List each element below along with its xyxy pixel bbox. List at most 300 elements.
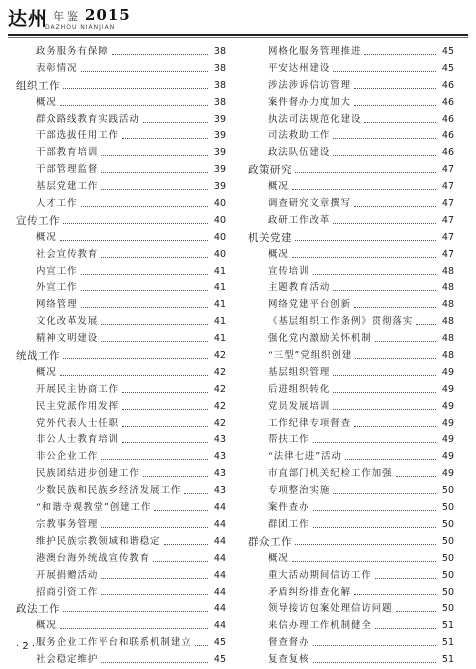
toc-entry[interactable] (248, 365, 454, 382)
toc-page-number: 44 (213, 620, 226, 632)
toc-page-number: 45 (213, 654, 226, 666)
toc-page-number: 43 (213, 485, 226, 497)
toc-entry[interactable] (248, 500, 454, 517)
toc-entry-title: 网络党建平台创新 (268, 299, 352, 311)
toc-page-number: 39 (213, 130, 226, 142)
toc-dot-leader (122, 392, 208, 393)
toc-entry[interactable] (16, 314, 226, 331)
toc-entry-title: 工作纪律专项督查 (268, 417, 352, 429)
toc-page-number: 46 (441, 113, 454, 125)
toc-dot-leader (333, 392, 436, 393)
toc-section-heading[interactable] (16, 78, 226, 95)
toc-dot-leader (60, 375, 208, 376)
toc-dot-leader (313, 527, 436, 528)
toc-entry-title: 人才工作 (36, 198, 78, 210)
toc-page-number: 39 (213, 181, 226, 193)
toc-page-number: 43 (213, 468, 226, 480)
toc-entry-title: 民主党派作用发挥 (36, 400, 120, 412)
toc-entry-title: 重大活动期间信访工作 (268, 569, 372, 581)
toc-entry-title: 政法工作 (16, 603, 60, 616)
toc-page-number: 49 (441, 434, 454, 446)
toc-entry-title: 党员发展培训 (268, 400, 331, 412)
toc-entry[interactable] (16, 365, 226, 382)
toc-entry[interactable] (16, 61, 226, 78)
toc-dot-leader (364, 122, 436, 123)
toc-page-number: 43 (213, 434, 226, 446)
toc-entry-title: 司法救助工作 (268, 130, 331, 142)
page-number: · 2 · (16, 641, 36, 652)
toc-section-heading[interactable] (16, 348, 226, 365)
toc-entry[interactable] (16, 280, 226, 297)
toc-entry[interactable] (248, 382, 454, 399)
toc-entry[interactable] (16, 382, 226, 399)
toc-entry-title: 主题教育活动 (268, 282, 331, 294)
toc-entry-title: 干部选拔任用工作 (36, 130, 120, 142)
toc-entry-title: 非公人士教育培训 (36, 434, 120, 446)
toc-entry-title: 组织工作 (16, 79, 60, 92)
toc-entry[interactable] (248, 517, 454, 534)
toc-page-number: 50 (441, 535, 454, 547)
toc-dot-leader (60, 628, 208, 629)
toc-page-number: 40 (213, 214, 226, 226)
toc-dot-leader (63, 611, 208, 612)
toc-entry-title: 概况 (36, 96, 57, 108)
toc-dot-leader (333, 290, 436, 291)
toc-dot-leader (354, 206, 436, 207)
toc-entry[interactable] (248, 247, 454, 264)
toc-entry[interactable] (16, 162, 226, 179)
toc-entry-title: 港澳台海外统战宣传教育 (36, 552, 151, 564)
toc-entry-title: 帮扶工作 (268, 434, 310, 446)
toc-entry[interactable] (248, 585, 454, 602)
toc-entry[interactable] (16, 44, 226, 61)
toc-entry-title: “法律七进”活动 (268, 451, 342, 463)
toc-entry-title: 内宣工作 (36, 265, 78, 277)
toc-entry[interactable] (248, 449, 454, 466)
toc-dot-leader (416, 324, 436, 325)
toc-page-number: 47 (441, 231, 454, 243)
toc-page-number: 50 (441, 485, 454, 497)
toc-page-number: 39 (213, 113, 226, 125)
toc-page-number: 46 (441, 96, 454, 108)
toc-entry-title: 维护民族宗教领域和谐稳定 (36, 535, 161, 547)
toc-page-number: 42 (213, 417, 226, 429)
page-header (8, 4, 468, 34)
toc-entry[interactable] (16, 551, 226, 568)
toc-dot-leader (333, 138, 436, 139)
toc-dot-leader (295, 544, 436, 545)
toc-page-number: 41 (213, 265, 226, 277)
toc-dot-leader (101, 527, 208, 528)
toc-entry[interactable] (248, 95, 454, 112)
toc-entry-title: 强化党内激励关怀机制 (268, 333, 372, 345)
toc-dot-leader (375, 341, 436, 342)
toc-dot-leader (292, 561, 436, 562)
toc-entry-title: 领导接访包案处理信访问题 (268, 603, 393, 615)
toc-entry-title: 社会宣传教育 (36, 248, 99, 260)
toc-dot-leader (101, 662, 208, 663)
toc-entry-title: 招商引资工作 (36, 586, 99, 598)
toc-page-number: 48 (441, 299, 454, 311)
toc-entry[interactable] (248, 128, 454, 145)
toc-page-number: 39 (213, 164, 226, 176)
toc-entry-title: 督查督办 (268, 637, 310, 649)
toc-section-heading[interactable] (248, 230, 454, 247)
toc-entry-title: 概况 (268, 181, 289, 193)
toc-dot-leader (63, 223, 208, 224)
toc-dot-leader (101, 189, 208, 190)
toc-page-number: 50 (441, 552, 454, 564)
toc-dot-leader (101, 172, 208, 173)
toc-dot-leader (122, 409, 208, 410)
toc-page-number: 38 (213, 96, 226, 108)
toc-dot-leader (333, 493, 436, 494)
toc-dot-leader (355, 358, 436, 359)
toc-dot-leader (333, 155, 436, 156)
toc-dot-leader (333, 375, 436, 376)
toc-dot-leader (195, 645, 208, 646)
toc-page-number: 47 (441, 164, 454, 176)
toc-entry[interactable] (248, 145, 454, 162)
toc-entry-title: “三型”党组织创建 (268, 350, 353, 362)
toc-entry[interactable] (16, 449, 226, 466)
toc-dot-leader (81, 71, 208, 72)
toc-entry-title: 执法司法规范化建设 (268, 113, 362, 125)
toc-entry-title: 概况 (36, 620, 57, 632)
toc-entry[interactable] (248, 432, 454, 449)
toc-page-number: 41 (213, 299, 226, 311)
toc-dot-leader (313, 274, 436, 275)
toc-dot-leader (292, 189, 436, 190)
toc-dot-leader (81, 206, 208, 207)
toc-entry[interactable] (248, 179, 454, 196)
toc-page-number: 38 (213, 46, 226, 57)
toc-page-number: 51 (441, 637, 454, 649)
toc-page-number: 45 (213, 637, 226, 649)
toc-page-number: 44 (213, 603, 226, 615)
toc-entry[interactable] (248, 264, 454, 281)
toc-page-number: 49 (441, 383, 454, 395)
toc-entry[interactable] (248, 618, 454, 635)
toc-page-number: 42 (213, 400, 226, 412)
toc-page-number: 49 (441, 366, 454, 378)
toc-entry[interactable] (16, 196, 226, 213)
toc-entry[interactable] (248, 331, 454, 348)
toc-dot-leader (154, 510, 208, 511)
toc-entry-title: 涉法涉诉信访管理 (268, 79, 352, 91)
toc-entry-title: 服务企业工作平台和联系机制建立 (36, 637, 192, 649)
header-divider-thin (8, 37, 468, 38)
toc-page-number: 50 (441, 569, 454, 581)
toc-entry-title: 概况 (36, 231, 57, 243)
toc-entry[interactable] (16, 331, 226, 348)
toc-entry-title: 政务服务有保障 (36, 46, 109, 57)
toc-dot-leader (63, 88, 208, 89)
toc-entry-title: 表彰情况 (36, 62, 78, 74)
toc-entry-title: 外宣工作 (36, 282, 78, 294)
toc-page-number: 43 (213, 451, 226, 463)
toc-page-number: 51 (441, 654, 454, 666)
toc-entry-title: 网络管理 (36, 299, 78, 311)
toc-entry-title: 调查研究文章撰写 (268, 198, 352, 210)
toc-entry[interactable] (16, 635, 226, 652)
toc-dot-leader (396, 611, 436, 612)
toc-page-number: 40 (213, 198, 226, 210)
toc-entry[interactable] (248, 568, 454, 585)
toc-dot-leader (81, 274, 208, 275)
toc-entry[interactable] (248, 399, 454, 416)
toc-entry[interactable] (16, 517, 226, 534)
toc-dot-leader (81, 290, 208, 291)
toc-dot-leader (313, 510, 436, 511)
toc-dot-leader (153, 561, 208, 562)
toc-entry[interactable] (16, 483, 226, 500)
toc-page-number: 48 (441, 333, 454, 345)
toc-dot-leader (63, 358, 208, 359)
toc-dot-leader (396, 476, 436, 477)
toc-entry[interactable] (16, 500, 226, 517)
toc-entry-title: 干部教育培训 (36, 147, 99, 159)
toc-entry[interactable] (16, 466, 226, 483)
yearbook-pinyin: DAZHOU NIANJIAN (45, 24, 116, 31)
toc-entry[interactable] (248, 297, 454, 314)
toc-page-number: 51 (441, 620, 454, 632)
toc-entry[interactable] (16, 179, 226, 196)
toc-entry[interactable] (248, 61, 454, 78)
toc-page-number: 38 (213, 62, 226, 74)
toc-dot-leader (333, 409, 436, 410)
toc-dot-leader (101, 459, 208, 460)
toc-dot-leader (101, 341, 208, 342)
toc-dot-leader (295, 240, 436, 241)
toc-entry-title: 网格化服务管理推进 (268, 46, 362, 57)
toc-page-number: 44 (213, 535, 226, 547)
toc-column-right (248, 44, 454, 669)
toc-entry[interactable] (248, 196, 454, 213)
toc-dot-leader (354, 594, 436, 595)
toc-page-number: 42 (213, 383, 226, 395)
toc-page-number: 48 (441, 316, 454, 328)
yearbook-logo-subtitle: 年鉴 (53, 10, 81, 23)
toc-dot-leader (101, 324, 208, 325)
header-divider (8, 34, 468, 36)
toc-page-number: 44 (213, 569, 226, 581)
toc-page-number: 40 (213, 231, 226, 243)
toc-page-number: 48 (441, 282, 454, 294)
toc-entry-title: 基层党建工作 (36, 181, 99, 193)
toc-dot-leader (112, 54, 208, 55)
toc-page-number: 41 (213, 316, 226, 328)
toc-entry[interactable] (16, 145, 226, 162)
toc-section-heading[interactable] (16, 601, 226, 618)
toc-entry-title: 案件督办力度加大 (268, 96, 352, 108)
toc-entry-title: 概况 (268, 248, 289, 260)
toc-entry[interactable] (16, 568, 226, 585)
toc-entry-title: 群众工作 (248, 535, 292, 548)
toc-entry-title: 后进组织转化 (268, 383, 331, 395)
toc-dot-leader (364, 54, 436, 55)
toc-page-number: 47 (441, 214, 454, 226)
toc-entry[interactable] (16, 432, 226, 449)
toc-entry-title: 开展民主协商工作 (36, 383, 120, 395)
toc-entry-title: 政研工作改革 (268, 214, 331, 226)
toc-dot-leader (354, 307, 436, 308)
toc-entry-title: 《基层组织工作条例》贯彻落实 (268, 316, 414, 328)
toc-page-number: 47 (441, 198, 454, 210)
toc-entry-title: 概况 (36, 366, 57, 378)
yearbook-year: 2015 (85, 6, 131, 24)
toc-page-number: 50 (441, 586, 454, 598)
toc-dot-leader (101, 594, 208, 595)
toc-dot-leader (354, 426, 436, 427)
toc-dot-leader (333, 71, 436, 72)
toc-page-number: 44 (213, 518, 226, 530)
toc-dot-leader (101, 578, 208, 579)
toc-entry-title: 市直部门机关纪检工作加强 (268, 468, 393, 480)
toc-column-left (16, 44, 226, 669)
toc-dot-leader (354, 105, 436, 106)
toc-dot-leader (101, 155, 208, 156)
toc-dot-leader (333, 223, 436, 224)
toc-entry-title: 开展捐赠活动 (36, 569, 99, 581)
toc-entry[interactable] (248, 348, 454, 365)
toc-entry-title: 政策研究 (248, 164, 292, 177)
toc-entry-title: 非公企业工作 (36, 451, 99, 463)
toc-entry[interactable] (248, 483, 454, 500)
toc-entry-title: 统战工作 (16, 350, 60, 363)
toc-entry[interactable] (248, 314, 454, 331)
toc-entry[interactable] (16, 128, 226, 145)
toc-entry[interactable] (16, 95, 226, 112)
toc-entry-title: 概况 (268, 552, 289, 564)
toc-entry[interactable] (16, 399, 226, 416)
toc-dot-leader (313, 645, 436, 646)
toc-page-number: 47 (441, 248, 454, 260)
toc-entry[interactable] (16, 230, 226, 247)
toc-entry-title: 少数民族和民族乡经济发展工作 (36, 485, 182, 497)
toc-entry-title: 文化改革发展 (36, 316, 99, 328)
toc-entry[interactable] (248, 635, 454, 652)
toc-entry[interactable] (248, 213, 454, 230)
toc-dot-leader (313, 662, 436, 663)
toc-page-number: 46 (441, 130, 454, 142)
toc-section-heading[interactable] (16, 213, 226, 230)
toc-entry[interactable] (248, 601, 454, 618)
toc-section-heading[interactable] (248, 162, 454, 179)
toc-dot-leader (143, 122, 208, 123)
toc-dot-leader (81, 307, 208, 308)
toc-entry-title: 宗教事务管理 (36, 518, 99, 530)
toc-page-number: 48 (441, 265, 454, 277)
toc-entry[interactable] (248, 551, 454, 568)
toc-dot-leader (313, 442, 436, 443)
toc-entry-title: 来信办理工作机制健全 (268, 620, 372, 632)
toc-page-number: 45 (441, 62, 454, 74)
toc-entry[interactable] (16, 264, 226, 281)
toc-entry[interactable] (248, 44, 454, 61)
toc-entry[interactable] (16, 112, 226, 129)
toc-page-number: 47 (441, 181, 454, 193)
toc-page-number: 49 (441, 400, 454, 412)
toc-page-number: 46 (441, 79, 454, 91)
toc-page-number: 42 (213, 350, 226, 362)
toc-entry-title: 干部管理监督 (36, 164, 99, 176)
toc-page-number: 39 (213, 147, 226, 159)
toc-entry-title: 政法队伍建设 (268, 147, 331, 159)
toc-dot-leader (164, 544, 208, 545)
toc-dot-leader (292, 257, 436, 258)
toc-page-number: 49 (441, 451, 454, 463)
toc-page-number: 41 (213, 282, 226, 294)
toc-dot-leader (184, 493, 208, 494)
toc-page-number: 44 (213, 552, 226, 564)
toc-entry[interactable] (16, 618, 226, 635)
toc-entry-title: 群众路线教育实践活动 (36, 113, 140, 125)
toc-entry-title: 社会稳定维护 (36, 654, 99, 666)
toc-entry-title: 群团工作 (268, 518, 310, 530)
toc-dot-leader (60, 105, 208, 106)
toc-dot-leader (122, 426, 208, 427)
toc-page-number: 48 (441, 350, 454, 362)
toc-entry-title: 矛盾纠纷排查化解 (268, 586, 352, 598)
toc-dot-leader (354, 88, 436, 89)
toc-dot-leader (345, 459, 436, 460)
toc-entry-title: 机关党建 (248, 231, 292, 244)
toc-entry-title: “和谐寺观教堂”创建工作 (36, 502, 152, 514)
toc-page-number: 41 (213, 333, 226, 345)
toc-page-number: 49 (441, 468, 454, 480)
toc-entry[interactable] (16, 585, 226, 602)
toc-entry[interactable] (248, 112, 454, 129)
toc-page-number: 45 (441, 46, 454, 57)
toc-entry-title: 基层组织管理 (268, 366, 331, 378)
toc-entry-title: 平安达州建设 (268, 62, 331, 74)
toc-dot-leader (101, 257, 208, 258)
toc-dot-leader (375, 578, 436, 579)
toc-entry[interactable] (16, 247, 226, 264)
toc-entry-title: 民族团结进步创建工作 (36, 468, 140, 480)
toc-entry-title: 案件查办 (268, 502, 310, 514)
toc-dot-leader (143, 476, 208, 477)
toc-page-number: 50 (441, 603, 454, 615)
toc-entry[interactable] (16, 534, 226, 551)
toc-entry[interactable] (248, 466, 454, 483)
toc-dot-leader (122, 138, 208, 139)
toc-page-number: 46 (441, 147, 454, 159)
toc-entry[interactable] (248, 416, 454, 433)
toc-entry[interactable] (16, 297, 226, 314)
yearbook-logo-title: 达州 (8, 8, 49, 30)
toc-dot-leader (295, 172, 436, 173)
toc-entry-title: 专项整治实施 (268, 485, 331, 497)
toc-entry[interactable] (16, 416, 226, 433)
toc-entry-title: 宣传工作 (16, 214, 60, 227)
toc-page-number: 49 (441, 417, 454, 429)
toc-dot-leader (122, 442, 208, 443)
toc-dot-leader (375, 628, 436, 629)
toc-entry[interactable] (248, 78, 454, 95)
toc-page-number: 44 (213, 502, 226, 514)
toc-page-number: 50 (441, 502, 454, 514)
toc-page-number: 44 (213, 586, 226, 598)
toc-entry[interactable] (248, 280, 454, 297)
toc-page-number: 40 (213, 248, 226, 260)
toc-entry-title: 精神文明建设 (36, 333, 99, 345)
toc-dot-leader (60, 240, 208, 241)
toc-entry-title: 党外代表人士任职 (36, 417, 120, 429)
toc-section-heading[interactable] (248, 534, 454, 551)
toc-entry-title: 宣传培训 (268, 265, 310, 277)
